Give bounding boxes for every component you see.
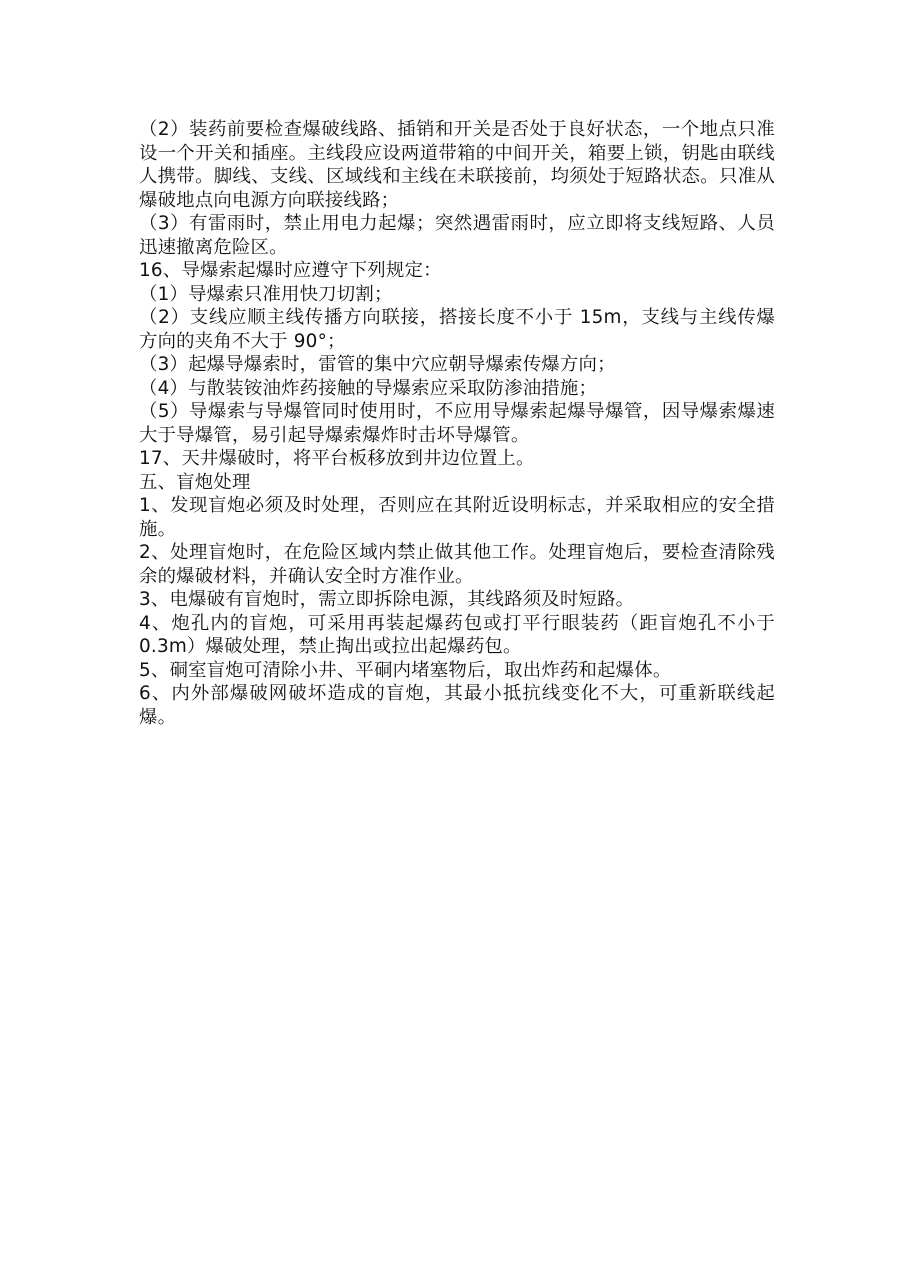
misfire-item-5: 5、硐室盲炮可清除小井、平硐内堵塞物后，取出炸药和起爆体。: [139, 659, 672, 681]
misfire-item-1: 1、发现盲炮必须及时处理，否则应在其附近设明标志，并采取相应的安全措施。: [139, 495, 775, 540]
paragraph-16-item-2: （2）支线应顺主线传播方向联接，搭接长度不小于 15m，支线与主线传爆方向的夹角不大于 90°；: [139, 307, 775, 352]
paragraph-16-item-4: （4）与散装铵油炸药接触的导爆索应采取防渗油措施；: [139, 377, 598, 399]
section-16-heading: 16、导爆索起爆时应遵守下列规定：: [139, 260, 442, 281]
section-5-heading: 五、盲炮处理: [139, 471, 251, 493]
misfire-item-2: 2、处理盲炮时，在危险区域内禁止做其他工作。处理盲炮后，要检查清除残余的爆破材料，并确认安全时方准作业。: [139, 542, 775, 587]
paragraph-16-item-1: （1）导爆索只准用快刀切割；: [139, 283, 393, 305]
paragraph-16-item-3: （3）起爆导爆索时，雷管的集中穴应朝导爆索传爆方向；: [139, 354, 616, 375]
document-body: [139, 118, 775, 729]
misfire-item-4: 4、炮孔内的盲炮，可采用再装起爆药包或打平行眼装药（距盲炮孔不小于 0.3m）爆破处理，禁止掏出或拉出起爆药包。: [139, 612, 775, 657]
misfire-item-3: 3、电爆破有盲炮时，需立即拆除电源，其线路须及时短路。: [139, 589, 635, 610]
paragraph-item-2-wiring-check: （2）装药前要检查爆破线路、插销和开关是否处于良好状态，一个地点只准设一个开关和插座。主线段应设两道带箱的中间开关，箱要上锁，钥匙由联线人携带。脚线、支线、区域线和主线在未联接前，均须处于短路状态。只准从爆破地点向电源方向联接线路；: [139, 119, 775, 211]
misfire-item-6: 6、内外部爆破网破坏造成的盲炮，其最小抵抗线变化不大，可重新联线起爆。: [139, 683, 775, 728]
section-17-item: 17、天井爆破时，将平台板移放到井边位置上。: [139, 448, 535, 469]
paragraph-16-item-5: （5）导爆索与导爆管同时使用时，不应用导爆索起爆导爆管，因导爆索爆速大于导爆管，易引起导爆索爆炸时击坏导爆管。: [139, 401, 775, 446]
paragraph-item-3-thunderstorm: （3）有雷雨时，禁止用电力起爆；突然遇雷雨时，应立即将支线短路、人员迅速撤离危险区。: [139, 213, 775, 258]
